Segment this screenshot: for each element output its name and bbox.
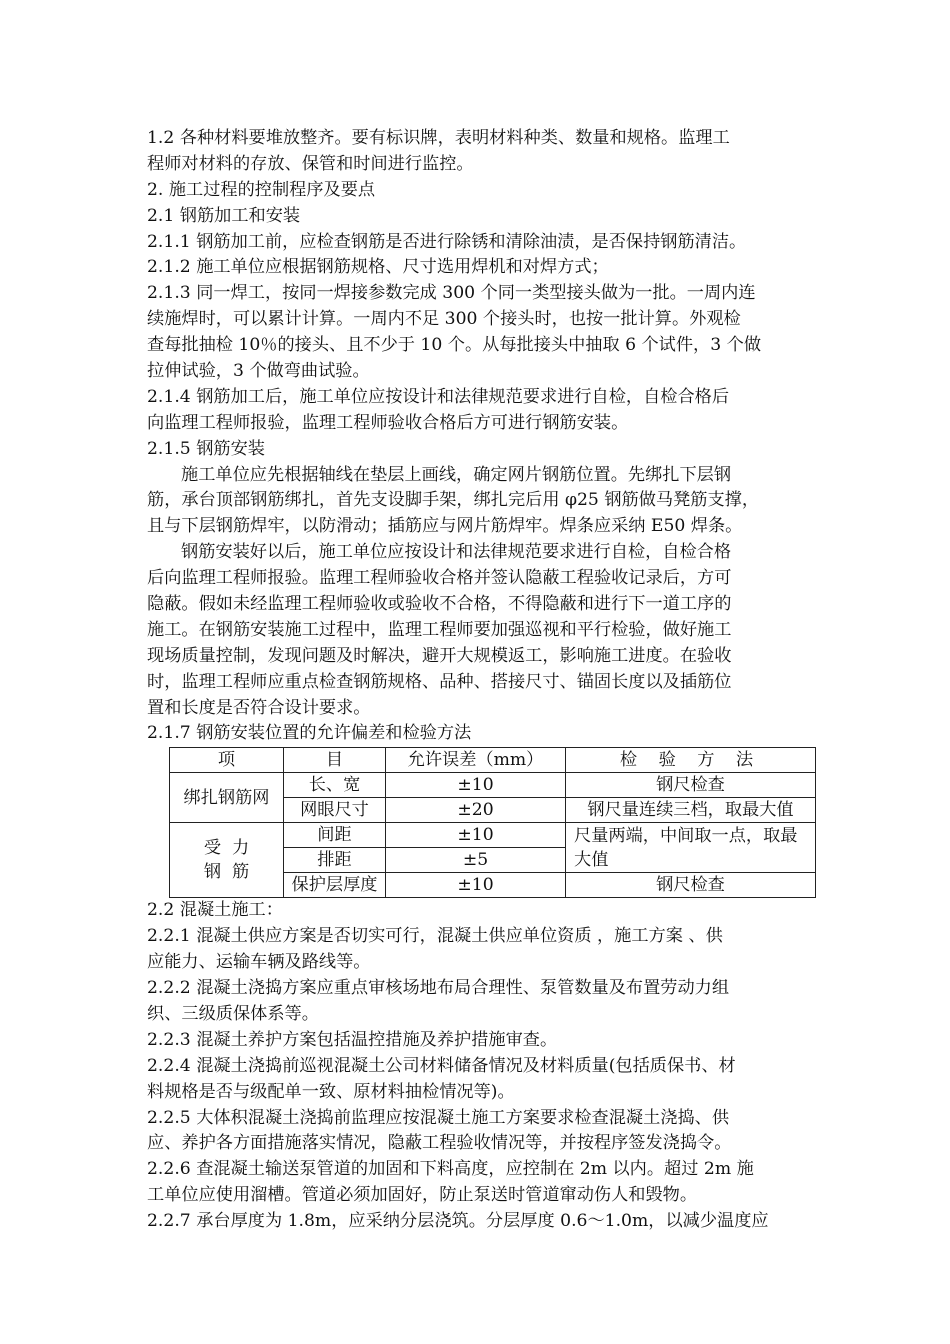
text-line: 2.2.5 大体积混凝土浇捣前监理应按混凝土施工方案要求检查混凝土浇捣、供 (147, 1107, 730, 1128)
text-line: 2.2.2 混凝土浇捣方案应重点审核场地布局合理性、泵管数量及布置劳动力组 (147, 978, 730, 999)
item-cell: 保护层厚度 (284, 873, 386, 898)
table-header-row (170, 748, 816, 773)
method-cell: 钢尺检查 (566, 773, 816, 798)
item-cell: 排距 (284, 848, 386, 873)
document-body (147, 126, 827, 1235)
tolerance-cell: ±10 (386, 873, 566, 898)
method-cell: 钢尺检查 (566, 873, 816, 898)
text-line: 2.2.7 承台厚度为 1.8m，应采纳分层浇筑。分层厚度 0.6～1.0m，以减少温度应 (147, 1211, 769, 1232)
text-line: 2.1.2 施工单位应根据钢筋规格、尺寸选用焊机和对焊方式； (147, 257, 609, 278)
item-cell: 网眼尺寸 (284, 798, 386, 823)
text-line: 2.2.3 混凝土养护方案包括温控措施及养护措施审查。 (147, 1029, 558, 1050)
table-title: 2.1.7 钢筋安装位置的允许偏差和检验方法 (147, 723, 472, 744)
paragraph-line: 施工。在钢筋安装施工过程中，监理工程师要加强巡视和平行检验，做好施工 (147, 619, 732, 640)
group-label-line: 受 力 (203, 838, 250, 859)
subsection-heading: 2.1 钢筋加工和安装 (147, 205, 301, 226)
text-line: 2.1.3 同一焊工，按同一焊接参数完成 300 个同一类型接头做为一批。一周内连 (147, 283, 756, 304)
text-line: 程师对材料的存放、保管和时间进行监控。 (147, 153, 474, 174)
paragraph-line: 时，监理工程师应重点检查钢筋规格、品种、搭接尺寸、锚固长度以及插筋位 (147, 671, 732, 692)
tolerance-cell: ±10 (386, 773, 566, 798)
text-line: 2.2.4 混凝土浇捣前巡视混凝土公司材料储备情况及材料质量(包括质保书、材 (147, 1055, 736, 1076)
table-row (170, 773, 816, 798)
header-tolerance: 允许误差（mm） (386, 748, 566, 773)
group-cell (170, 823, 284, 898)
paragraph-line: 筋，承台顶部钢筋绑扎，首先支设脚手架，绑扎完后用 φ25 钢筋做马凳筋支撑， (147, 490, 760, 511)
text-line: 织、三级质保体系等。 (147, 1003, 319, 1024)
text-line: 拉伸试验，3 个做弯曲试验。 (147, 361, 370, 382)
tolerance-cell: ±5 (386, 848, 566, 873)
subsection-heading: 2.1.5 钢筋安装 (147, 438, 265, 459)
text-line: 工单位应使用溜槽。管道必须加固好，防止泵送时管道窜动伤人和毁物。 (147, 1185, 698, 1206)
text-line: 应、养护各方面措施落实情况，隐蔽工程验收情况等，并按程序签发浇捣令。 (147, 1133, 732, 1154)
paragraph-line: 且与下层钢筋焊牢，以防滑动；插筋应与网片筋焊牢。焊条应采纳 E50 焊条。 (147, 516, 743, 537)
text-line: 应能力、运输车辆及路线等。 (147, 952, 371, 973)
paragraph-line: 后向监理工程师报验。监理工程师验收合格并签认隐蔽工程验收记录后，方可 (147, 568, 732, 589)
method-cell: 钢尺量连续三档，取最大值 (566, 798, 816, 823)
method-cell: 尺量两端，中间取一点，取最大值 (566, 823, 816, 873)
section-heading: 2. 施工过程的控制程序及要点 (147, 179, 376, 200)
text-line: 2.2.6 查混凝土输送泵管道的加固和下料高度，应控制在 2m 以内。超过 2m 施 (147, 1159, 754, 1180)
text-line: 向监理工程师报验，监理工程师验收合格后方可进行钢筋安装。 (147, 412, 629, 433)
text-line: 续施焊时，可以累计计算。一周内不足 300 个接头时，也按一批计算。外观检 (147, 309, 741, 330)
tolerance-table (169, 747, 816, 898)
group-label-line: 钢 筋 (203, 862, 250, 883)
group-cell: 绑扎钢筋网 (170, 773, 284, 823)
paragraph-line: 隐蔽。假如未经监理工程师验收或验收不合格，不得隐蔽和进行下一道工序的 (147, 594, 732, 615)
header-item-a: 项 (170, 748, 284, 773)
header-item-b: 目 (284, 748, 386, 773)
subsection-heading: 2.2 混凝土施工： (147, 900, 283, 921)
text-line: 2.1.1 钢筋加工前，应检查钢筋是否进行除锈和清除油渍，是否保持钢筋清洁。 (147, 231, 747, 252)
tolerance-cell: ±20 (386, 798, 566, 823)
text-line: 2.2.1 混凝土供应方案是否切实可行，混凝土供应单位资质 ，施工方案 、供 (147, 926, 723, 947)
paragraph-line: 现场质量控制，发现问题及时解决，避开大规模返工，影响施工进度。在验收 (147, 645, 732, 666)
table-row (170, 823, 816, 848)
text-line: 料规格是否与级配单一致、原材料抽检情况等)。 (147, 1081, 515, 1102)
paragraph-line: 钢筋安装好以后，施工单位应按设计和法律规范要求进行自检，自检合格 (181, 542, 732, 563)
item-cell: 长、宽 (284, 773, 386, 798)
header-method: 检 验 方 法 (566, 748, 816, 773)
text-line: 1.2 各种材料要堆放整齐。要有标识牌，表明材料种类、数量和规格。监理工 (147, 128, 730, 148)
text-line: 查每批抽检 10％的接头、且不少于 10 个。从每批接头中抽取 6 个试件，3 个做 (147, 335, 762, 356)
item-cell: 间距 (284, 823, 386, 848)
text-line: 2.1.4 钢筋加工后，施工单位应按设计和法律规范要求进行自检，自检合格后 (147, 386, 730, 407)
tolerance-cell: ±10 (386, 823, 566, 848)
paragraph-line: 置和长度是否符合设计要求。 (147, 697, 371, 718)
paragraph-line: 施工单位应先根据轴线在垫层上画线，确定网片钢筋位置。先绑扎下层钢 (181, 464, 732, 485)
